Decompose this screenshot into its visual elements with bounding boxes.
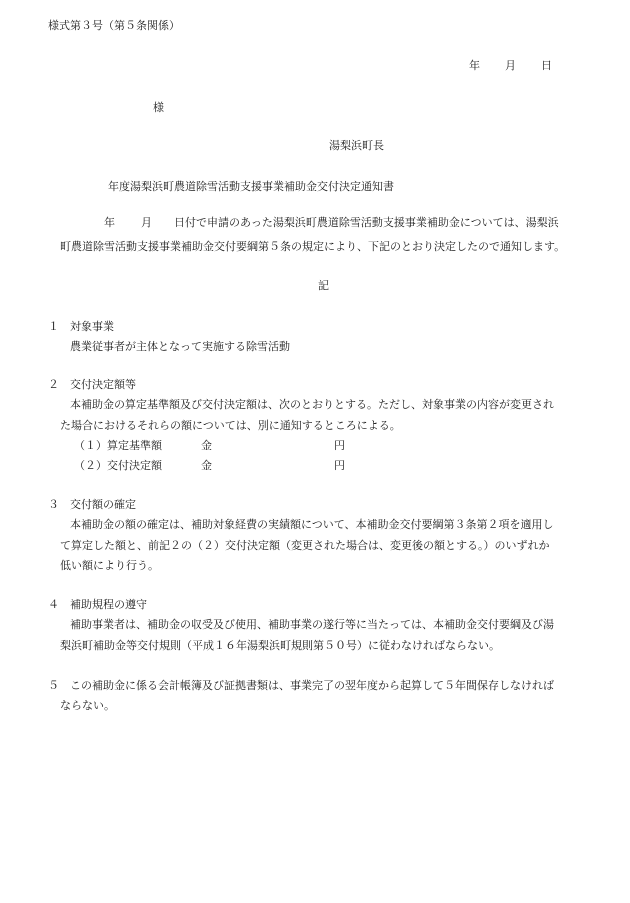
addressee-suffix: 様	[153, 101, 164, 114]
section-5-line-2: ならない。	[60, 699, 115, 712]
section-4-heading: ４ 補助規程の遵守	[48, 598, 147, 611]
amount-decision-label: （２）交付決定額	[74, 459, 162, 472]
intro-line-2: 町農道除雪活動支援事業補助金交付要綱第５条の規定により、下記のとおり決定したので通知します。	[60, 240, 566, 253]
amount-standard-label: （１）算定基準額	[74, 439, 162, 452]
intro-month-label: 月	[141, 216, 152, 229]
section-1-heading: １ 対象事業	[48, 320, 114, 333]
section-5-line-1: ５ この補助金に係る会計帳簿及び証拠書類は、事業完了の翌年度から起算して５年間保存しなければ	[48, 679, 554, 692]
section-4-line-1: 補助事業者は、補助金の収受及び使用、補助事業の遂行等に当たっては、本補助金交付要綱及び湯	[70, 618, 554, 631]
document-title: 年度湯梨浜町農道除雪活動支援事業補助金交付決定通知書	[108, 180, 394, 193]
section-1-line: 農業従事者が主体となって実施する除雪活動	[70, 340, 290, 353]
section-3-line-3: 低い額により行う。	[60, 559, 159, 572]
amount-decision-prefix: 金	[201, 459, 212, 472]
form-number: 様式第３号（第５条関係）	[48, 19, 180, 32]
section-3-line-2: て算定した額と、前記２の（２）交付決定額（変更された場合は、変更後の額とする。）のいずれか	[60, 539, 550, 552]
intro-text-1: 日付で申請のあった湯梨浜町農道除雪活動支援事業補助金については、湯梨浜	[174, 216, 559, 229]
section-2-heading: ２ 交付決定額等	[48, 378, 136, 391]
section-2-line-2: た場合におけるそれらの額については、別に通知するところによる。	[60, 419, 401, 432]
amount-decision-suffix: 円	[334, 459, 345, 472]
date-line	[469, 58, 552, 73]
section-2-line-1: 本補助金の算定基準額及び交付決定額は、次のとおりとする。ただし、対象事業の内容が変更され	[70, 398, 554, 411]
date-day-label: 日	[541, 59, 552, 72]
section-4-line-2: 梨浜町補助金等交付規則（平成１６年湯梨浜町規則第５０号）に従わなければならない。	[60, 639, 500, 652]
date-month-label: 月	[505, 59, 516, 72]
date-year-label: 年	[469, 59, 480, 72]
amount-standard-suffix: 円	[334, 439, 345, 452]
intro-line-1	[104, 215, 559, 230]
amount-standard-prefix: 金	[201, 439, 212, 452]
intro-year-label: 年	[104, 216, 115, 229]
section-3-line-1: 本補助金の額の確定は、補助対象経費の実績額について、本補助金交付要綱第３条第２項を適用し	[70, 518, 554, 531]
ki-heading: 記	[318, 279, 329, 292]
section-3-heading: ３ 交付額の確定	[48, 498, 136, 511]
issuer: 湯梨浜町長	[329, 139, 384, 152]
